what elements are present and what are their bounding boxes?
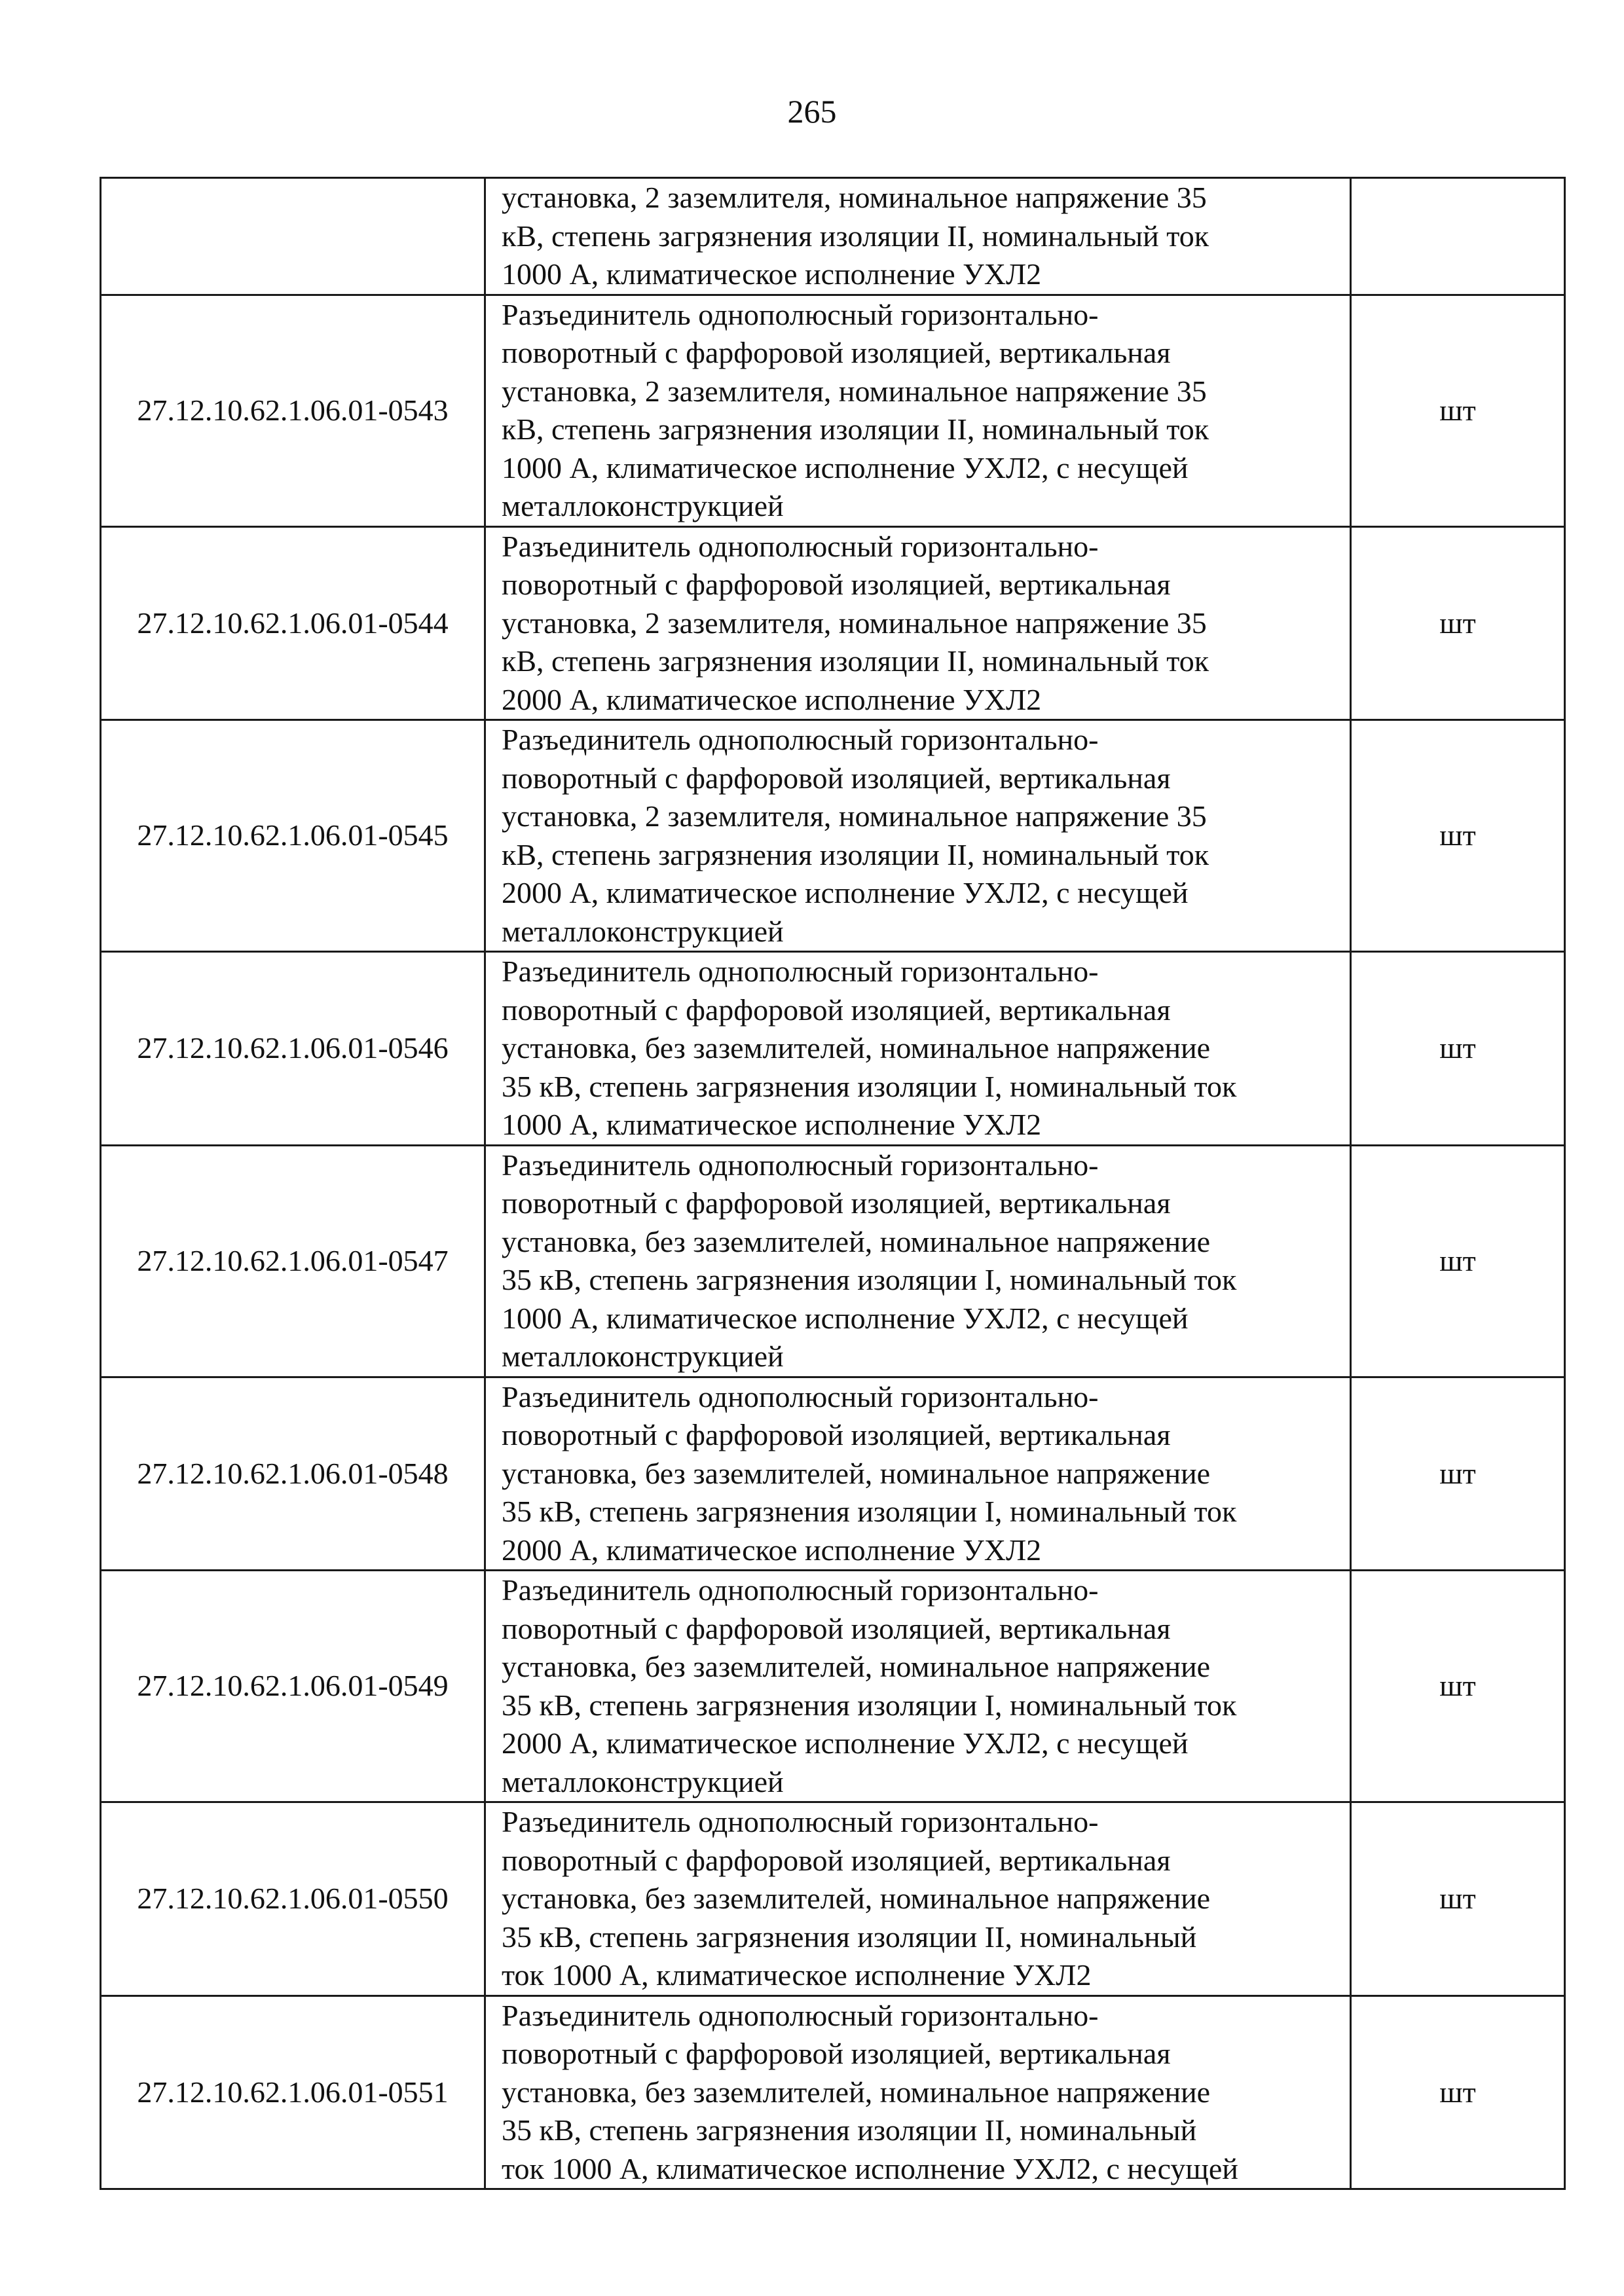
unit-cell: шт: [1351, 1377, 1565, 1571]
table-row: [101, 1802, 1565, 1996]
description-line: 1000 А, климатическое исполнение УХЛ2, с несущей: [502, 450, 1189, 484]
table-row: [101, 1995, 1565, 2189]
description-line: установка, без заземлителей, номинальное напряжение: [502, 1456, 1211, 1490]
description-line: 35 кВ, степень загрязнения изоляции I, номинальный ток: [502, 1263, 1237, 1296]
description-line: ток 1000 А, климатическое исполнение УХЛ2, с несущей: [502, 2151, 1238, 2185]
description-line: Разъединитель однополюсный горизонтально-: [502, 955, 1099, 988]
description-line: 1000 А, климатическое исполнение УХЛ2: [502, 1108, 1042, 1141]
unit-cell: шт: [1351, 295, 1565, 526]
unit-cell: шт: [1351, 1995, 1565, 2189]
description-line: ток 1000 А, климатическое исполнение УХЛ2: [502, 1958, 1092, 1992]
item-description-cell: [485, 720, 1351, 952]
item-code-cell: 27.12.10.62.1.06.01-0543: [101, 295, 485, 526]
description-line: установка, без заземлителей, номинальное напряжение: [502, 1224, 1211, 1258]
description-line: поворотный с фарфоровой изоляцией, вертикальная: [502, 568, 1171, 601]
description-line: поворотный с фарфоровой изоляцией, вертикальная: [502, 1611, 1171, 1645]
description-line: Разъединитель однополюсный горизонтально-: [502, 1573, 1099, 1607]
table-row: [101, 1571, 1565, 1802]
item-description-cell: [485, 1145, 1351, 1377]
description-line: 2000 А, климатическое исполнение УХЛ2, с несущей: [502, 1726, 1189, 1760]
specification-table-body: [101, 178, 1565, 2189]
description-line: 35 кВ, степень загрязнения изоляции II, номинальный: [502, 1920, 1197, 1954]
unit-cell: шт: [1351, 526, 1565, 720]
description-line: поворотный с фарфоровой изоляцией, вертикальная: [502, 761, 1171, 795]
item-code-cell: 27.12.10.62.1.06.01-0547: [101, 1145, 485, 1377]
item-description-cell: [485, 526, 1351, 720]
table-row: [101, 178, 1565, 295]
description-line: поворотный с фарфоровой изоляцией, вертикальная: [502, 1843, 1171, 1877]
description-line: Разъединитель однополюсный горизонтально-: [502, 723, 1099, 756]
description-line: установка, 2 заземлителя, номинальное напряжение 35: [502, 799, 1207, 833]
description-line: установка, без заземлителей, номинальное напряжение: [502, 2075, 1211, 2109]
unit-cell: шт: [1351, 720, 1565, 952]
item-code-cell: 27.12.10.62.1.06.01-0544: [101, 526, 485, 720]
unit-cell: шт: [1351, 952, 1565, 1146]
item-description-cell: [485, 178, 1351, 295]
description-line: установка, 2 заземлителя, номинальное напряжение 35: [502, 606, 1207, 640]
table-row: [101, 1377, 1565, 1571]
description-line: 35 кВ, степень загрязнения изоляции I, номинальный ток: [502, 1495, 1237, 1528]
item-description-cell: [485, 1377, 1351, 1571]
item-code-cell: 27.12.10.62.1.06.01-0550: [101, 1802, 485, 1996]
description-line: установка, 2 заземлителя, номинальное напряжение 35: [502, 374, 1207, 408]
specification-table: [100, 177, 1566, 2190]
description-line: поворотный с фарфоровой изоляцией, вертикальная: [502, 1418, 1171, 1451]
table-row: [101, 526, 1565, 720]
item-code-cell: 27.12.10.62.1.06.01-0546: [101, 952, 485, 1146]
description-line: Разъединитель однополюсный горизонтально-: [502, 1998, 1099, 2032]
item-description-cell: [485, 952, 1351, 1146]
description-line: 35 кВ, степень загрязнения изоляции I, номинальный ток: [502, 1069, 1237, 1103]
item-description-cell: [485, 295, 1351, 526]
description-line: металлоконструкцией: [502, 1764, 784, 1798]
table-row: [101, 720, 1565, 952]
description-line: Разъединитель однополюсный горизонтально-: [502, 297, 1099, 331]
unit-cell: [1351, 178, 1565, 295]
description-line: Разъединитель однополюсный горизонтально-: [502, 529, 1099, 563]
description-line: установка, без заземлителей, номинальное напряжение: [502, 1031, 1211, 1065]
description-line: 2000 А, климатическое исполнение УХЛ2: [502, 682, 1042, 716]
item-code-cell: 27.12.10.62.1.06.01-0545: [101, 720, 485, 952]
description-line: Разъединитель однополюсный горизонтально-: [502, 1379, 1099, 1413]
description-line: кВ, степень загрязнения изоляции II, номинальный ток: [502, 412, 1209, 446]
description-line: установка, 2 заземлителя, номинальное напряжение 35: [502, 181, 1207, 214]
description-line: поворотный с фарфоровой изоляцией, вертикальная: [502, 993, 1171, 1027]
description-line: металлоконструкцией: [502, 914, 784, 948]
description-line: металлоконструкцией: [502, 489, 784, 522]
description-line: металлоконструкцией: [502, 1339, 784, 1373]
unit-cell: шт: [1351, 1802, 1565, 1996]
item-code-cell: 27.12.10.62.1.06.01-0549: [101, 1571, 485, 1802]
description-line: 2000 А, климатическое исполнение УХЛ2: [502, 1533, 1042, 1567]
description-line: 1000 А, климатическое исполнение УХЛ2: [502, 257, 1042, 291]
description-line: поворотный с фарфоровой изоляцией, вертикальная: [502, 336, 1171, 369]
description-line: Разъединитель однополюсный горизонтально-: [502, 1805, 1099, 1838]
description-line: кВ, степень загрязнения изоляции II, номинальный ток: [502, 644, 1209, 678]
page-number: 265: [787, 93, 837, 130]
unit-cell: шт: [1351, 1145, 1565, 1377]
description-line: 2000 А, климатическое исполнение УХЛ2, с несущей: [502, 876, 1189, 909]
item-code-cell: 27.12.10.62.1.06.01-0548: [101, 1377, 485, 1571]
item-code-cell: 27.12.10.62.1.06.01-0551: [101, 1995, 485, 2189]
description-line: поворотный с фарфоровой изоляцией, вертикальная: [502, 1186, 1171, 1220]
table-row: [101, 295, 1565, 526]
description-line: поворотный с фарфоровой изоляцией, вертикальная: [502, 2037, 1171, 2070]
description-line: кВ, степень загрязнения изоляции II, номинальный ток: [502, 837, 1209, 871]
item-code-cell: [101, 178, 485, 295]
description-line: установка, без заземлителей, номинальное напряжение: [502, 1882, 1211, 1915]
description-line: 35 кВ, степень загрязнения изоляции I, номинальный ток: [502, 1688, 1237, 1722]
item-description-cell: [485, 1995, 1351, 2189]
description-line: 35 кВ, степень загрязнения изоляции II, номинальный: [502, 2113, 1197, 2147]
description-line: установка, без заземлителей, номинальное напряжение: [502, 1650, 1211, 1683]
table-row: [101, 1145, 1565, 1377]
item-description-cell: [485, 1571, 1351, 1802]
unit-cell: шт: [1351, 1571, 1565, 1802]
description-line: кВ, степень загрязнения изоляции II, номинальный ток: [502, 219, 1209, 253]
description-line: 1000 А, климатическое исполнение УХЛ2, с несущей: [502, 1301, 1189, 1335]
item-description-cell: [485, 1802, 1351, 1996]
table-row: [101, 952, 1565, 1146]
description-line: Разъединитель однополюсный горизонтально-: [502, 1148, 1099, 1182]
